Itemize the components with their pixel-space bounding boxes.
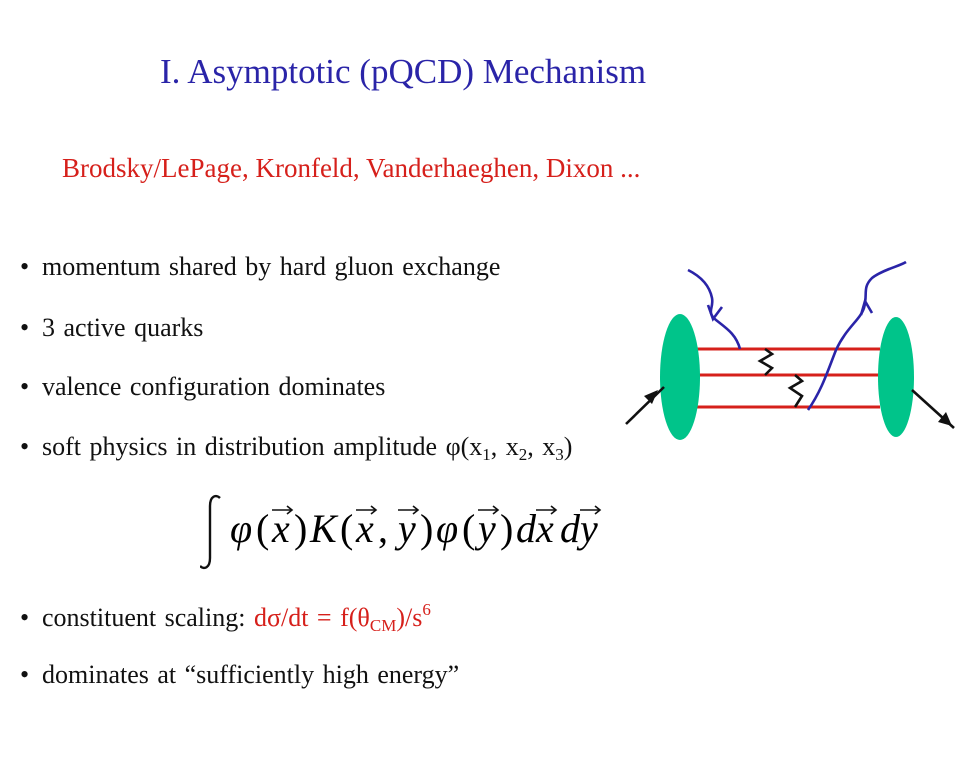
args-open: (x <box>460 432 483 461</box>
bullet-valence-configuration <box>20 372 385 402</box>
paren: ) <box>294 506 308 551</box>
differential-dy: dy <box>560 506 598 551</box>
scaling-formula <box>253 600 431 635</box>
bullet-momentum-shared <box>20 252 500 282</box>
integral-formula <box>200 492 650 572</box>
bullet-dot: • <box>20 603 30 632</box>
formula-part-2: )/s <box>396 603 423 632</box>
bullet-text: dominates at “sufficiently high energy” <box>42 660 460 689</box>
bullet-high-energy <box>20 660 459 690</box>
incoming-arrow-icon <box>644 390 658 404</box>
comma: , <box>378 506 388 551</box>
bullet-active-quarks <box>20 313 203 343</box>
incoming-photon-line <box>688 270 740 349</box>
bullet-text: valence configuration dominates <box>42 372 386 401</box>
bullet-text: momentum shared by hard gluon exchange <box>42 252 501 281</box>
bullet-dot: • <box>20 313 30 342</box>
incoming-proton-line <box>626 387 664 424</box>
integral-sign <box>200 496 220 568</box>
paren: ( <box>256 506 270 551</box>
phi-left: φ <box>230 506 253 551</box>
args-sep-1: , x <box>490 432 519 461</box>
feynman-diagram-svg <box>600 250 960 450</box>
feynman-diagram <box>600 250 960 450</box>
bullet-dot: • <box>20 660 30 689</box>
var-y: y <box>398 506 416 551</box>
integral-formula-svg <box>200 492 650 572</box>
bullet-dot: • <box>20 432 30 461</box>
bullet-text: constituent scaling: <box>42 603 254 632</box>
incoming-proton-blob <box>660 314 700 440</box>
subscript-3: 3 <box>555 445 564 464</box>
paren: ( <box>462 506 476 551</box>
formula-part-1: dσ/dt = f(θ <box>253 603 370 632</box>
bullet-dot: • <box>20 372 30 401</box>
paren: ( <box>340 506 354 551</box>
gluon-exchange-1 <box>760 349 772 375</box>
paren: ) <box>500 506 514 551</box>
slide-title: I. Asymptotic (pQCD) Mechanism <box>160 52 647 91</box>
formula-subscript: CM <box>369 616 397 635</box>
bullet-constituent-scaling <box>20 600 431 636</box>
outgoing-proton-blob <box>878 317 914 437</box>
subscript-1: 1 <box>482 445 491 464</box>
subscript-2: 2 <box>518 445 528 464</box>
args-sep-2: , x <box>527 432 556 461</box>
paren: ) <box>420 506 434 551</box>
phi-symbol: φ <box>445 432 461 461</box>
photon-arrow-icon <box>861 301 872 315</box>
formula-superscript: 6 <box>422 600 431 619</box>
bullet-distribution-amplitude <box>20 432 572 465</box>
phi-right: φ <box>436 506 459 551</box>
photon-arrow-icon <box>708 305 722 319</box>
author-list: Brodsky/LePage, Kronfeld, Vanderhaeghen, Dixon ... <box>62 153 641 183</box>
bullet-text: 3 active quarks <box>42 313 204 342</box>
differential-dx: dx <box>516 506 554 551</box>
bullet-dot: • <box>20 252 30 281</box>
var-y: y <box>478 506 496 551</box>
var-x: x <box>356 506 374 551</box>
args-close: ) <box>563 432 573 461</box>
gluon-exchange-2 <box>790 375 802 407</box>
var-x: x <box>272 506 290 551</box>
kernel-K: K <box>310 506 337 551</box>
bullet-text: soft physics in distribution amplitude <box>42 432 446 461</box>
